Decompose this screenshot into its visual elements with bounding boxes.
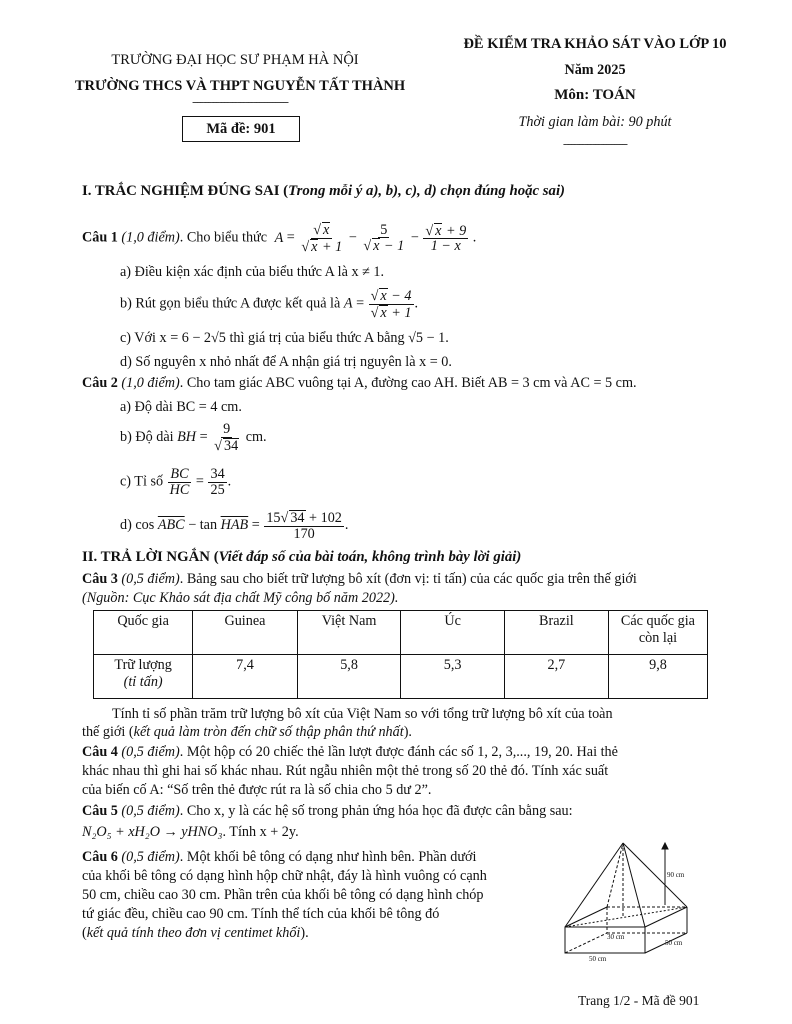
q2-d: d) $\cos \overline{ABC} - \tan \overline{HAB}$ = $\frac{15 √ 34 + 102}{170}$ . [120,510,348,542]
exam-title: ĐỀ KIỂM TRA KHẢO SÁT VÀO LỚP 10 [463,36,727,52]
q6-line3: 50 cm, chiều cao 30 cm. Phần trên của khối bê tông có dạng hình chóp [82,887,484,903]
q6-line4: tứ giác đều, chiều cao 90 cm. Tính thể tích của khối bê tông đó [82,906,440,922]
figure-label-side-right: 50 cm [665,939,683,947]
page-footer: Trang 1/2 - Mã đề 901 [578,993,700,1008]
figure-label-box-height: 30 cm [607,933,625,941]
q1-d: d) Số nguyên x nhỏ nhất để A nhận giá trị nguyên là x = 0. [120,354,452,370]
table-row-label: Trữ lượng (tỉ tấn) [94,655,193,699]
header-separator-left: ------------------------------------ [192,96,288,108]
table-cell: 2,7 [504,655,608,699]
q3-question-line2: thế giới (kết quả làm tròn đến chữ số thập phân thứ nhất). [82,724,412,740]
table-cell: 5,8 [297,655,401,699]
q4-line1: Câu 4 (0,5 điểm). Một hộp có 20 chiếc thẻ lần lượt được đánh các số 1, 2, 3,..., 19, 20. Hai thẻ [82,744,618,760]
q5-line1: Câu 5 (0,5 điểm). Cho x, y là các hệ số trong phản ứng hóa học đã được cân bằng sau: [82,803,573,819]
header-separator-right: ------------------------ [563,138,627,150]
q6-line1: Câu 6 (0,5 điểm). Một khối bê tông có dạng như hình bên. Phần dưới [82,849,477,865]
figure-label-side-bottom: 50 cm [589,955,607,963]
exam-code-box: Mã đề: 901 [182,116,300,142]
q5-line2: N₂O₅ + xH₂O → yHNO₃. Tính x + 2y. [82,824,299,840]
q4-line2: khác nhau thì ghi hai số khác nhau. Rút ngẫu nhiên một thẻ trong số 20 thẻ đó. Tính xác suất [82,763,609,779]
table-header-cell: Quốc gia [94,611,193,655]
q6-line2: của khối bê tông có dạng hình hộp chữ nhật, đáy là hình vuông có cạnh [82,868,487,884]
table-cell: 7,4 [193,655,297,699]
q3-question-line1: Tính tỉ số phần trăm trữ lượng bô xít của Việt Nam so với tổng trữ lượng bô xít của toàn [112,706,613,722]
table-header-cell: Guinea [193,611,297,655]
exam-subject: Môn: TOÁN [554,87,636,103]
university-name: TRƯỜNG ĐẠI HỌC SƯ PHẠM HÀ NỘI [111,52,359,68]
q6-line5: (kết quả tính theo đơn vị centimet khối). [82,925,309,941]
exam-year: Năm 2025 [564,62,626,78]
section1-title: I. TRẮC NGHIỆM ĐÚNG SAI (Trong mỗi ý a), b), c), d) chọn đúng hoặc sai) [82,183,565,199]
q1-c: c) Với x = 6 − 2√5 thì giá trị của biểu thức A bằng √5 − 1. [120,330,449,346]
table-header-cell: Các quốc gia còn lại [608,611,707,655]
q1-intro: Câu 1 (1,0 điểm). Cho biểu thức A = √ x √ x + 1 − 5 √ x − 1 − √ $\frac{x + 9}{1 - x}$ . [82,222,476,255]
q3-source: (Nguồn: Cục Khảo sát địa chất Mỹ công bố năm 2022). [82,590,399,606]
q4-line3: của biến cố A: “Số trên thẻ được rút ra là số chia cho 5 dư 2”. [82,782,432,798]
table-cell: 5,3 [401,655,504,699]
table-header-cell: Việt Nam [297,611,401,655]
exam-time: Thời gian làm bài: 90 phút [518,114,672,130]
q2-intro: Câu 2 (1,0 điểm). Cho tam giác ABC vuông tại A, đường cao AH. Biết AB = 3 cm và AC = 5 cm. [82,375,637,391]
q1-a: a) Điều kiện xác định của biểu thức A là x ≠ 1. [120,264,385,280]
table-cell: 9,8 [608,655,707,699]
table-header-cell: Brazil [504,611,608,655]
table-header-cell: Úc [401,611,504,655]
figure-label-pyramid-height: 90 cm [667,871,685,879]
q2-b: b) Độ dài BH = 9 √ 34 cm. [120,422,267,454]
q1-b: b) Rút gọn biểu thức A được kết quả là A = √ x − 4 √ x + 1 . [120,288,418,321]
q2-c: c) Tỉ số $\frac{BC}{HC}$ = $\frac{34}{25}$ . [120,466,232,498]
q2-a: a) Độ dài BC = 4 cm. [120,399,242,415]
concrete-block-figure [555,835,715,963]
section2-title: II. TRẢ LỜI NGẮN (Viết đáp số của bài toán, không trình bày lời giải) [82,549,522,565]
q3-intro: Câu 3 (0,5 điểm). Bảng sau cho biết trữ lượng bô xít (đơn vị: tỉ tấn) của các quốc gia trên thế giới [82,571,637,587]
school-name: TRƯỜNG THCS VÀ THPT NGUYỄN TẤT THÀNH [74,78,406,94]
bauxite-table [93,610,708,699]
